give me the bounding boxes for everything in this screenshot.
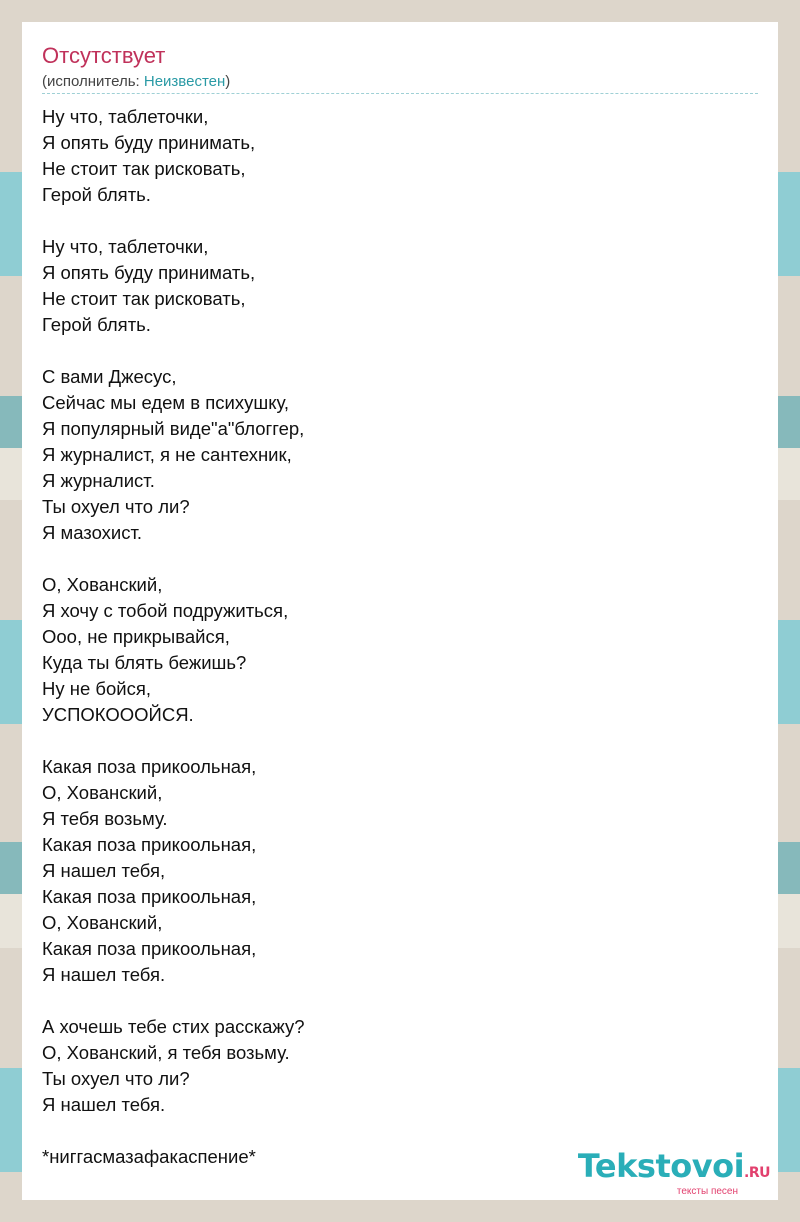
lyrics-line: Герой блять.: [42, 184, 151, 205]
lyrics-line: Не стоит так рисковать,: [42, 158, 246, 179]
lyrics-line: Не стоит так рисковать,: [42, 288, 246, 309]
lyrics-line: Куда ты блять бежишь?: [42, 652, 247, 673]
lyrics-card: [22, 22, 778, 1200]
song-title: Отсутствует: [42, 43, 166, 68]
lyrics-line: Я опять буду принимать,: [42, 132, 256, 153]
lyrics-line: Я нашел тебя,: [42, 860, 166, 881]
lyrics-line: Какая поза прикоольная,: [42, 886, 257, 907]
lyrics-stanza: [42, 104, 742, 208]
logo-main-text: Tekstovoi: [577, 1147, 745, 1185]
lyrics-stanza: [42, 572, 742, 728]
site-logo[interactable]: [578, 1149, 770, 1198]
lyrics-line: Ну что, таблеточки,: [42, 236, 209, 257]
lyrics-line: О, Хованский,: [42, 574, 163, 595]
lyrics-line: УСПОКОООЙСЯ.: [42, 704, 194, 725]
stanza-gap: [42, 728, 742, 754]
lyrics-line: Герой блять.: [42, 314, 151, 335]
stanza-gap: [42, 1118, 742, 1144]
logo-wordmark: [578, 1149, 770, 1190]
lyrics-line: О, Хованский,: [42, 782, 163, 803]
lyrics-stanza: [42, 1014, 742, 1118]
lyrics-line: А хочешь тебе стих расскажу?: [42, 1016, 305, 1037]
logo-tld: .RU: [744, 1165, 770, 1181]
stanza-gap: [42, 338, 742, 364]
lyrics-line: Какая поза прикоольная,: [42, 938, 257, 959]
lyrics-line: Я тебя возьму.: [42, 808, 168, 829]
lyrics-stanza: [42, 234, 742, 338]
lyrics-line: С вами Джесус,: [42, 366, 177, 387]
lyrics-line: Ты охуел что ли?: [42, 1068, 190, 1089]
header-divider: [42, 93, 758, 94]
lyrics-stanza: [42, 364, 742, 546]
lyrics-line: Ты охуел что ли?: [42, 496, 190, 517]
lyrics-line: Я журналист.: [42, 470, 155, 491]
artist-link[interactable]: Неизвестен: [143, 73, 226, 90]
lyrics-line: Я нашел тебя.: [42, 1094, 166, 1115]
stanza-gap: [42, 546, 742, 572]
lyrics-line: Я популярный виде"а"блоггер,: [42, 418, 305, 439]
lyrics-line: Ну не бойся,: [42, 678, 152, 699]
lyrics-stanza: [42, 754, 742, 988]
lyrics-line: Какая поза прикоольная,: [42, 834, 257, 855]
lyrics-line: О, Хованский,: [42, 912, 163, 933]
lyrics-line: О, Хованский, я тебя возьму.: [42, 1042, 290, 1063]
artist-prefix: (исполнитель:: [42, 73, 144, 90]
lyrics-text: [42, 104, 742, 1170]
lyrics-line: Ну что, таблеточки,: [42, 106, 209, 127]
lyrics-line: Я журналист, я не сантехник,: [42, 444, 292, 465]
artist-line: [42, 72, 230, 92]
lyrics-line: *ниггасмазафакаспение*: [42, 1146, 256, 1167]
stanza-gap: [42, 988, 742, 1014]
lyrics-line: Я мазохист.: [42, 522, 143, 543]
artist-suffix: ): [225, 73, 231, 90]
logo-tagline: тексты песен: [676, 1186, 738, 1197]
lyrics-line: Я опять буду принимать,: [42, 262, 256, 283]
lyrics-line: Какая поза прикоольная,: [42, 756, 257, 777]
lyrics-line: Я нашел тебя.: [42, 964, 166, 985]
stanza-gap: [42, 208, 742, 234]
lyrics-line: Я хочу с тобой подружиться,: [42, 600, 289, 621]
lyrics-line: Ооо, не прикрывайся,: [42, 626, 230, 647]
lyrics-line: Сейчас мы едем в психушку,: [42, 392, 290, 413]
